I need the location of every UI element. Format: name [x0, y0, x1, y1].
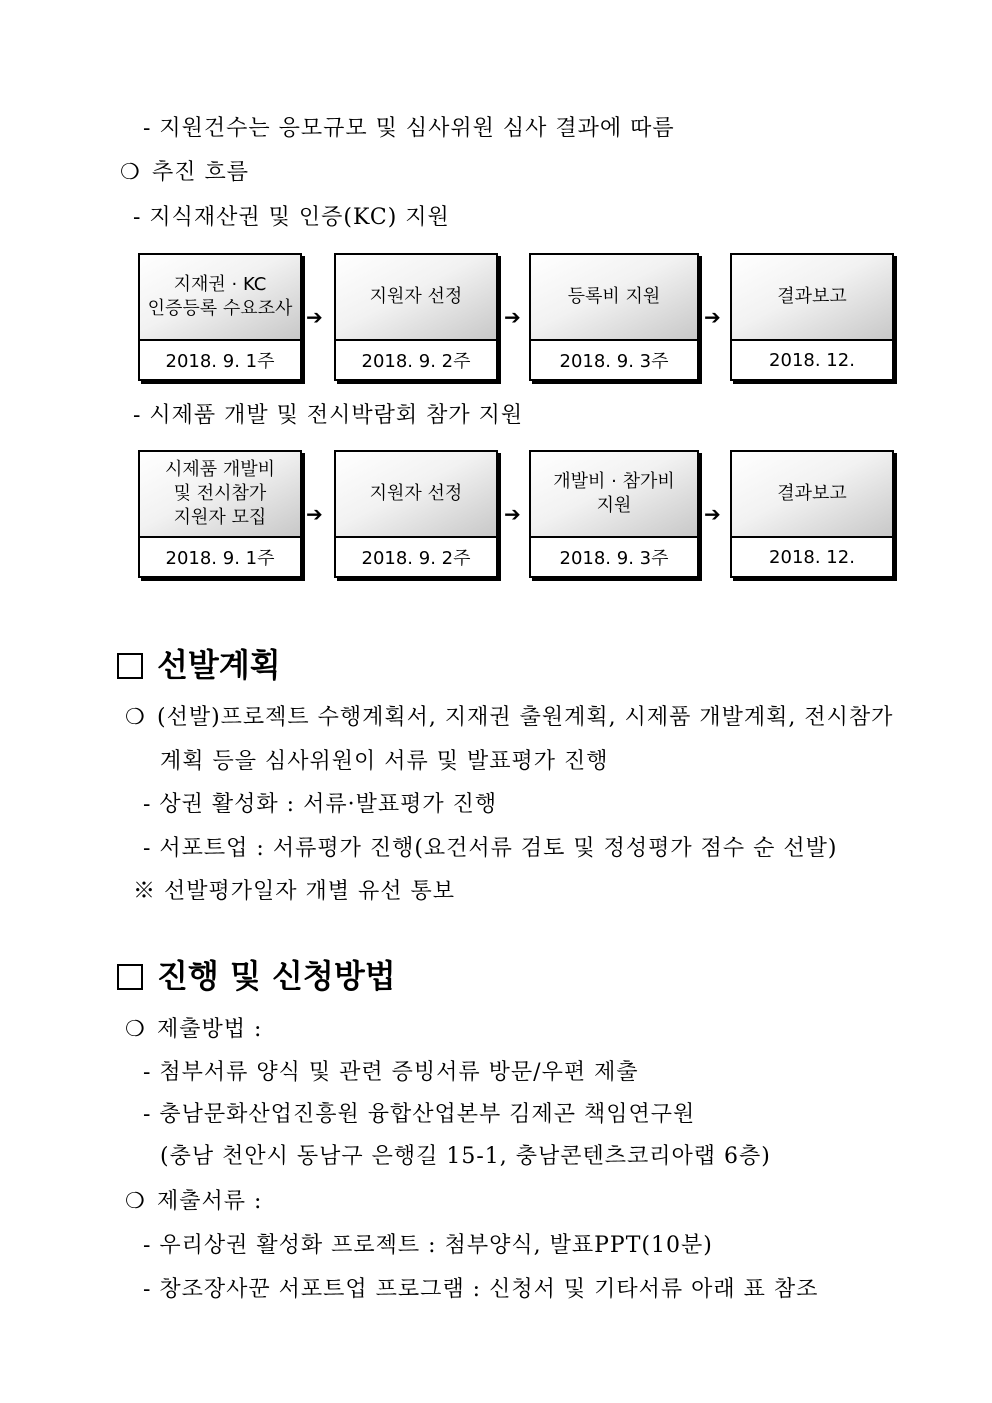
- flow-step-title: 지원자 선정: [336, 255, 496, 341]
- text-line: - 충남문화산업진흥원 융합산업본부 김제곤 책임연구원: [143, 1102, 696, 1127]
- checkbox-square-icon: [117, 964, 143, 990]
- text-line: - 서포트업 : 서류평가 진행(요건서류 검토 및 정성평가 점수 순 선발): [143, 836, 838, 861]
- flow-step-date: 2018. 9. 3주: [559, 351, 669, 372]
- process-flow-1: [138, 253, 898, 383]
- process-flow-2: [138, 450, 898, 580]
- bullet-line: [125, 1188, 262, 1216]
- arrow-right-icon: ➔: [306, 502, 323, 526]
- flow-step-title: 등록비 지원: [531, 255, 697, 341]
- flow-step-title: 결과보고: [732, 452, 892, 538]
- flow-step: [334, 450, 498, 578]
- text-line: - 첨부서류 양식 및 관련 증빙서류 방문/우편 제출: [143, 1060, 639, 1085]
- flow-step: [529, 450, 699, 578]
- paragraph-text: 계획 등을 심사위원이 서류 및 발표평가 진행: [160, 749, 609, 774]
- flow-step-date: 2018. 9. 2주: [361, 548, 471, 569]
- flow-step-date: 2018. 9. 2주: [361, 351, 471, 372]
- flow-step-title: 시제품 개발비 및 전시참가 지원자 모집: [140, 452, 300, 538]
- flow-step-date: 2018. 12.: [769, 546, 855, 568]
- sub-heading: 제출서류 :: [157, 1189, 263, 1214]
- text-line: - 우리상권 활성화 프로젝트 : 첨부양식, 발표PPT(10분): [143, 1233, 713, 1258]
- heading-text: 추진 흐름: [152, 160, 250, 185]
- text-line: - 지식재산권 및 인증(KC) 지원: [133, 205, 450, 230]
- flow-step-title: 개발비 · 참가비 지원: [531, 452, 697, 538]
- flow-step: [138, 253, 302, 381]
- flow-step-date: 2018. 9. 1주: [165, 548, 275, 569]
- flow-step-title: 지재권 · KC 인증등록 수요조사: [140, 255, 300, 341]
- flow-step: [529, 253, 699, 381]
- flow-step: [138, 450, 302, 578]
- flow-step-date: 2018. 9. 1주: [165, 351, 275, 372]
- arrow-right-icon: ➔: [704, 502, 721, 526]
- flow-step: [334, 253, 498, 381]
- address-line: (충남 천안시 동남구 은행길 15-1, 충남콘텐츠코리아랩 6층): [160, 1144, 771, 1169]
- arrow-right-icon: ➔: [504, 502, 521, 526]
- section-heading: [117, 645, 281, 685]
- arrow-right-icon: ➔: [504, 305, 521, 329]
- section-title: 진행 및 신청방법: [157, 957, 396, 995]
- flow-step-title: 결과보고: [732, 255, 892, 341]
- text-line: - 상권 활성화 : 서류·발표평가 진행: [143, 792, 498, 817]
- bullet-line: [125, 1016, 262, 1044]
- checkbox-square-icon: [117, 653, 143, 679]
- text-line: - 시제품 개발 및 전시박람회 참가 지원: [133, 403, 524, 428]
- sub-heading: 제출방법 :: [157, 1017, 263, 1042]
- paragraph-text: (선발)프로젝트 수행계획서, 지재권 출원계획, 시제품 개발계획, 전시참가: [157, 705, 894, 730]
- text-line: - 지원건수는 응모규모 및 심사위원 심사 결과에 따름: [143, 116, 675, 141]
- circle-bullet-icon: ❍: [125, 1189, 146, 1214]
- section-title: 선발계획: [157, 646, 281, 684]
- bullet-line: [125, 704, 893, 732]
- flow-step: [730, 253, 894, 381]
- section-heading: [117, 956, 396, 996]
- bullet-line: [120, 159, 249, 187]
- arrow-right-icon: ➔: [306, 305, 323, 329]
- flow-step-title: 지원자 선정: [336, 452, 496, 538]
- flow-step: [730, 450, 894, 578]
- circle-bullet-icon: ❍: [125, 705, 146, 730]
- flow-step-date: 2018. 12.: [769, 349, 855, 371]
- text-line: - 창조장사꾼 서포트업 프로그램 : 신청서 및 기타서류 아래 표 참조: [143, 1277, 819, 1302]
- circle-bullet-icon: ❍: [120, 160, 141, 185]
- flow-step-date: 2018. 9. 3주: [559, 548, 669, 569]
- note-line: ※ 선발평가일자 개별 유선 통보: [133, 879, 455, 904]
- arrow-right-icon: ➔: [704, 305, 721, 329]
- circle-bullet-icon: ❍: [125, 1017, 146, 1042]
